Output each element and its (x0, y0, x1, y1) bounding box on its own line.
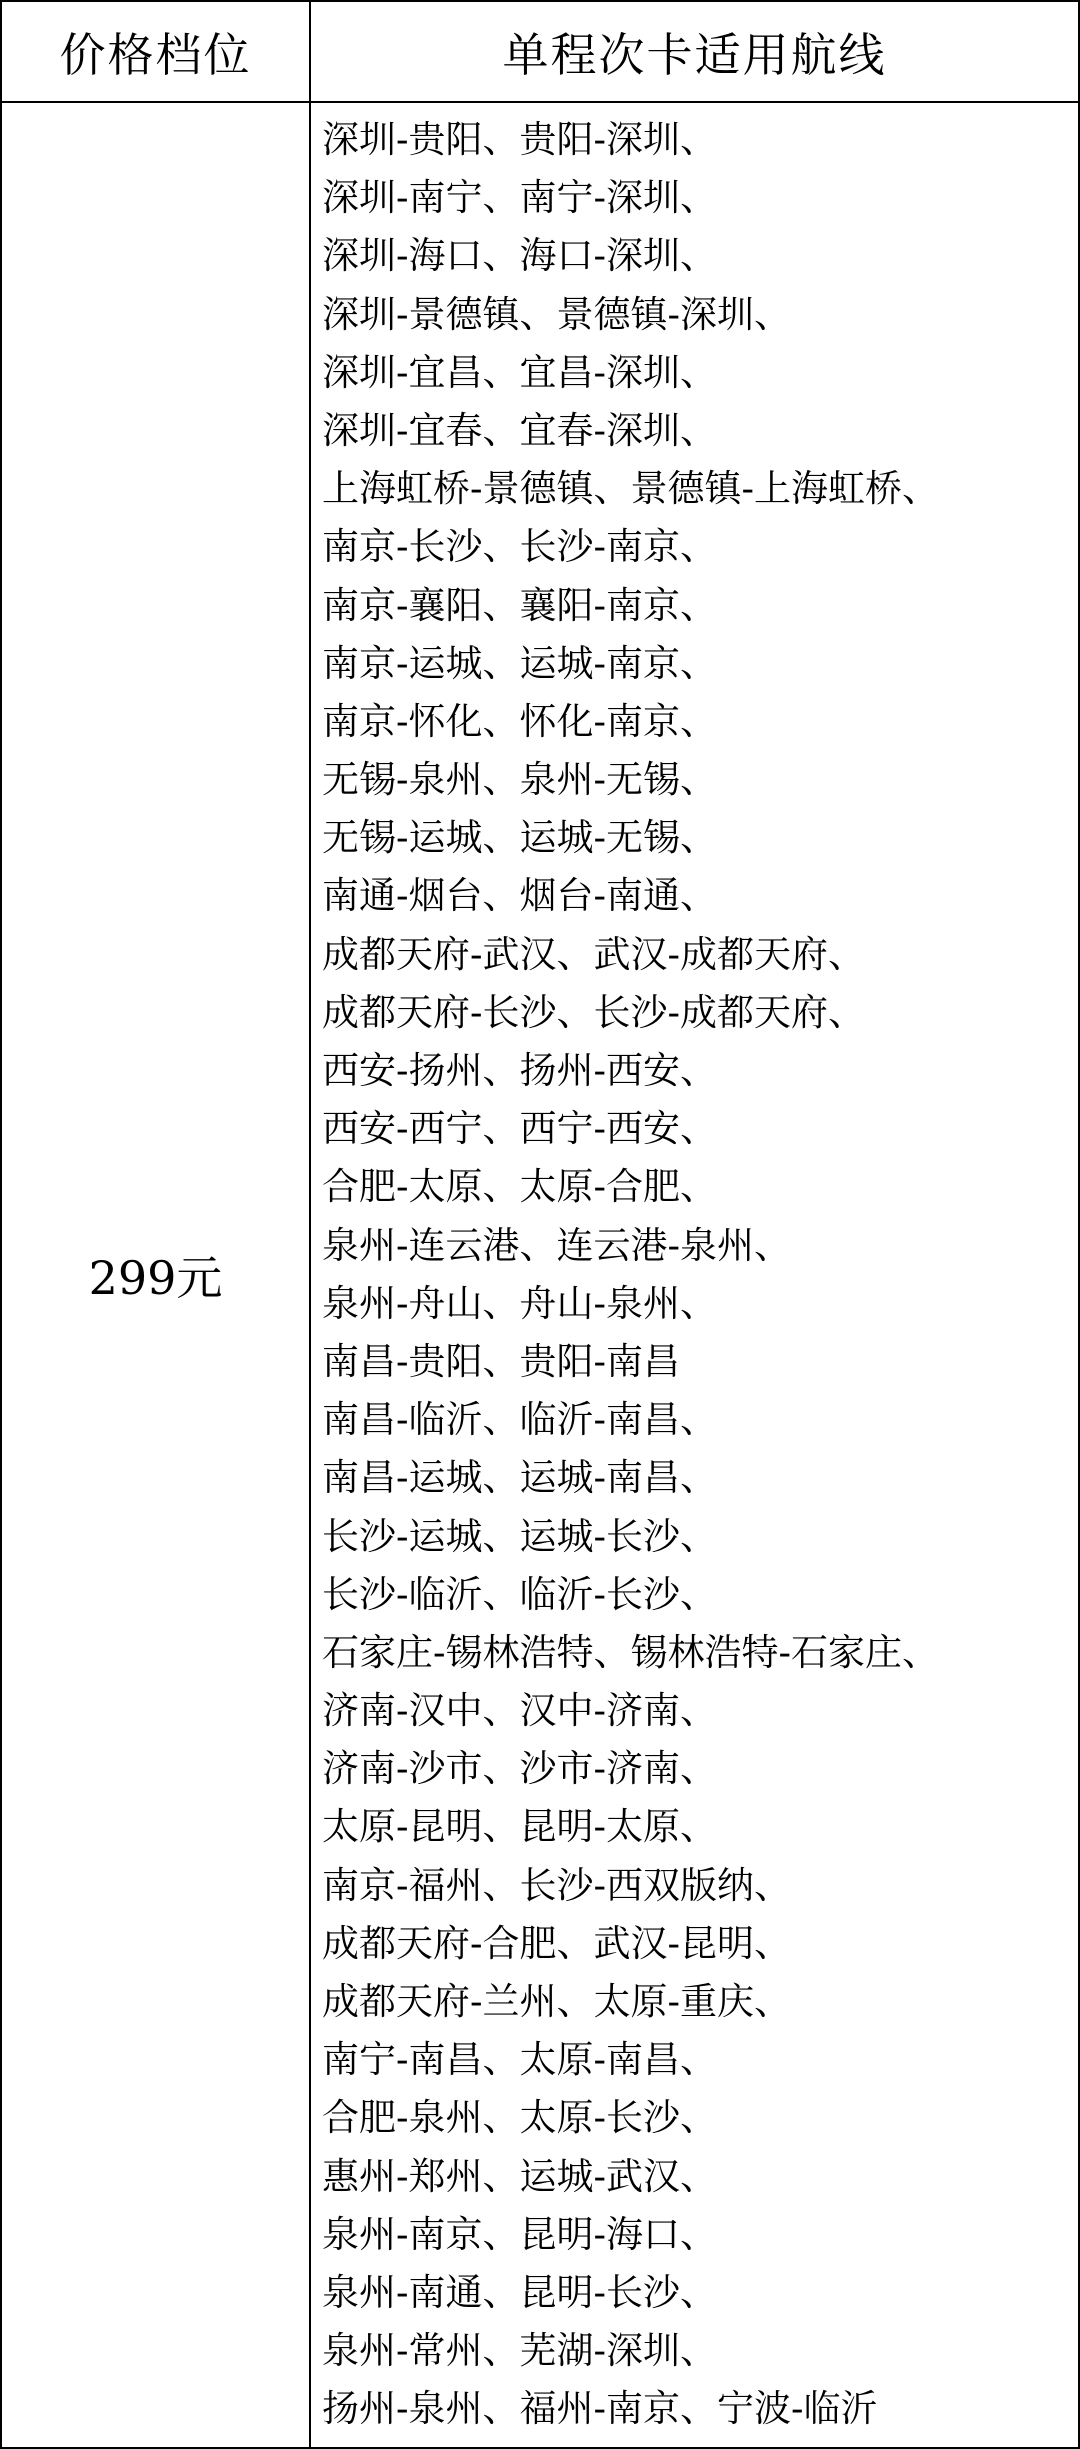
route-line: 泉州-连云港、连云港-泉州、 (322, 1223, 792, 1267)
route-line: 深圳-景德镇、景德镇-深圳、 (322, 292, 792, 336)
route-line: 南通-烟台、烟台-南通、 (322, 874, 718, 918)
route-line: 长沙-临沂、临沂-长沙、 (322, 1572, 718, 1616)
table-header-row (2, 2, 1078, 103)
route-line: 长沙-运城、运城-长沙、 (322, 1514, 718, 1558)
route-line: 成都天府-兰州、太原-重庆、 (322, 1980, 792, 2023)
route-line: 石家庄-锡林浩特、锡林浩特-石家庄、 (322, 1630, 940, 1674)
route-line: 南京-怀化、怀化-南京、 (322, 699, 718, 743)
header-applicable-routes: 单程次卡适用航线 (502, 27, 887, 82)
route-line: 南京-福州、长沙-西双版纳、 (322, 1863, 792, 1907)
route-line: 成都天府-武汉、武汉-成都天府、 (322, 932, 866, 976)
route-line: 泉州-南通、昆明-长沙、 (322, 2270, 718, 2314)
route-line: 合肥-太原、太原-合肥、 (322, 1165, 718, 1209)
route-line: 深圳-海口、海口-深圳、 (322, 234, 718, 278)
price-value: 299元 (88, 1251, 223, 1305)
route-line: 南昌-贵阳、贵阳-南昌 (322, 1339, 681, 1383)
route-line: 济南-沙市、沙市-济南、 (322, 1747, 718, 1791)
routes-list (322, 111, 1072, 2439)
route-line: 南京-运城、运城-南京、 (322, 641, 718, 685)
route-line: 深圳-南宁、南宁-深圳、 (322, 176, 718, 220)
route-line: 泉州-常州、芜湖-深圳、 (322, 2329, 718, 2373)
route-line: 深圳-宜昌、宜昌-深圳、 (322, 350, 718, 394)
header-price-tier: 价格档位 (59, 27, 252, 82)
route-line: 泉州-舟山、舟山-泉州、 (322, 1281, 718, 1325)
route-line: 泉州-南京、昆明-海口、 (322, 2212, 718, 2256)
route-line: 上海虹桥-景德镇、景德镇-上海虹桥、 (322, 467, 940, 511)
route-line: 南昌-运城、运城-南昌、 (322, 1456, 718, 1500)
route-line: 成都天府-长沙、长沙-成都天府、 (322, 990, 866, 1034)
column-divider (309, 2, 311, 2447)
route-line: 南宁-南昌、太原-南昌、 (322, 2038, 718, 2082)
route-line: 太原-昆明、昆明-太原、 (322, 1805, 718, 1849)
route-line: 扬州-泉州、福州-南京、宁波-临沂 (322, 2387, 878, 2431)
route-line: 合肥-泉州、太原-长沙、 (322, 2096, 718, 2140)
route-line: 惠州-郑州、运城-武汉、 (322, 2154, 718, 2198)
route-line: 南昌-临沂、临沂-南昌、 (322, 1398, 718, 1442)
route-line: 深圳-宜春、宜春-深圳、 (322, 408, 718, 452)
route-line: 西安-扬州、扬州-西安、 (322, 1049, 718, 1092)
route-line: 深圳-贵阳、贵阳-深圳、 (322, 118, 718, 161)
route-line: 西安-西宁、西宁-西安、 (322, 1107, 718, 1151)
route-line: 无锡-泉州、泉州-无锡、 (322, 758, 718, 802)
route-line: 南京-襄阳、襄阳-南京、 (322, 583, 718, 627)
route-line: 成都天府-合肥、武汉-昆明、 (322, 1921, 792, 1965)
route-line: 无锡-运城、运城-无锡、 (322, 816, 718, 860)
route-line: 南京-长沙、长沙-南京、 (322, 525, 718, 569)
route-line: 济南-汉中、汉中-济南、 (322, 1689, 718, 1733)
